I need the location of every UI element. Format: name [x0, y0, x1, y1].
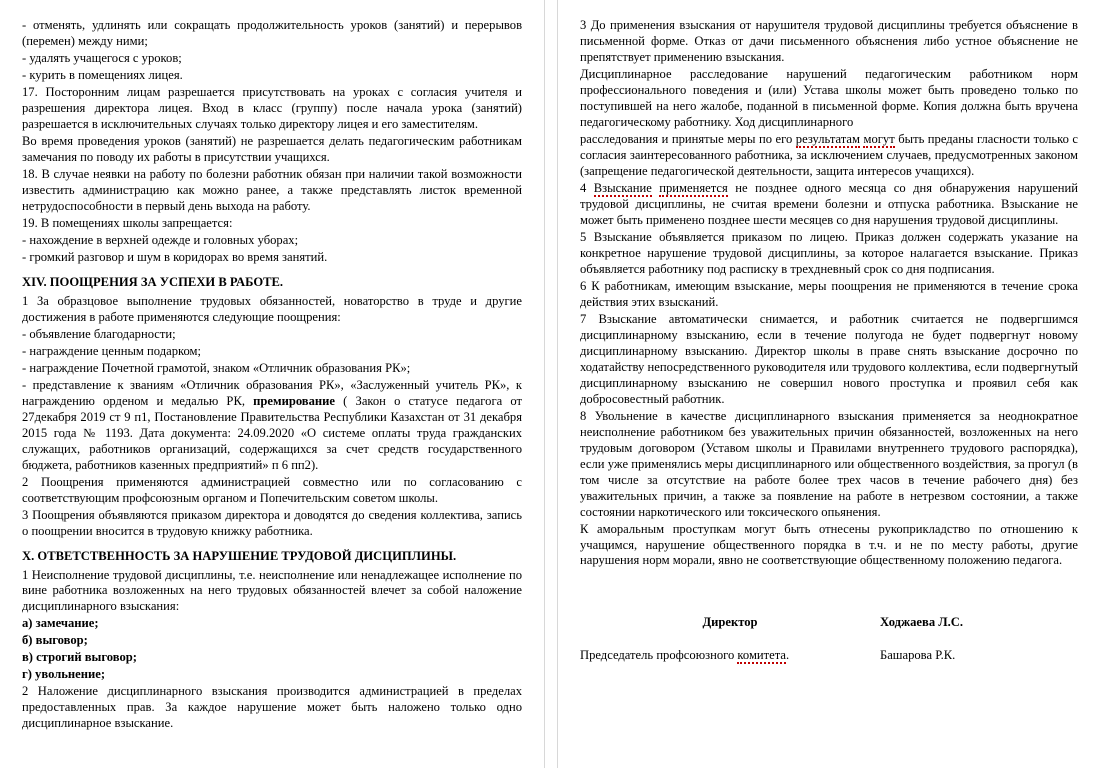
paragraph: 1 За образцовое выполнение трудовых обязанностей, новаторство в труде и другие достижения в работе применяются следующие поощрения:: [22, 293, 523, 324]
right-column: [558, 0, 1100, 768]
paragraph: - громкий разговор и шум в коридорах во время занятий.: [22, 249, 328, 264]
list-item: а) замечание;: [22, 616, 99, 631]
director-name: Ходжаева Л.С.: [879, 615, 964, 630]
paragraph: - награждение Почетной грамотой, знаком «Отличник образования РК»;: [22, 360, 411, 375]
paragraph: 1 Неисполнение трудовой дисциплины, т.е. неисполнение или ненадлежащее исполнение по вине работника возложенных на него трудовых обязанностей влечет за собой наложение дисциплинарного взыскания:: [22, 567, 523, 614]
text-fragment: Председатель профсоюзного: [579, 648, 738, 663]
paragraph: - награждение ценным подарком;: [22, 343, 201, 358]
text-fragment: расследования и принятые меры по его: [579, 131, 796, 146]
text-fragment: - представление к званиям «Отличник образования РК», «Заслуженный учитель РК», к награждению орденом и медалью РК,: [22, 377, 523, 408]
spellcheck-word: могут: [863, 131, 895, 146]
signature-row-director: [580, 615, 1078, 630]
paragraph: Во время проведения уроков (занятий) не разрешается делать педагогическим работникам замечания по поводу их работы в присутствии учащихся.: [22, 133, 523, 164]
section-heading-rewards: XIV. ПООЩРЕНИЯ ЗА УСПЕХИ В РАБОТЕ.: [22, 274, 284, 289]
signature-row-union: [580, 648, 1078, 663]
paragraph: 7 Взыскание автоматически снимается, и работник считается не подвергшимся дисциплинарному взысканию, если в течение полугода не будет подвергнут новому дисциплинарному взысканию. Директор школы в праве снять взыскание досрочно по ходатайству непосредственного руководителя или трудового коллектива, если подвергнутый дисциплинарному взысканию не совершил нового проступка и проявил себя как добросовестный работник.: [579, 311, 1078, 406]
paragraph-with-bold: [22, 378, 522, 474]
paragraph: 3 Поощрения объявляются приказом директора и доводятся до сведения коллектива, запись о поощрении вносится в трудовую книжку работника.: [22, 507, 523, 538]
text-fragment: не позднее одного месяца со дня обнаружения нарушений трудовой дисциплины, не считая времени болезни и отпуска работника. Взыскание не может быть применено позднее шести месяцев со дня нарушения трудовой дисциплины.: [579, 180, 1078, 227]
text-fragment: 4: [579, 180, 594, 195]
paragraph: - удалять учащегося с уроков;: [22, 50, 182, 65]
bold-term: премирование: [253, 393, 336, 408]
text-fragment: .: [786, 648, 790, 663]
signature-block: [580, 615, 1078, 663]
paragraph: 8 Увольнение в качестве дисциплинарного взыскания применяется за неоднократное неисполнение работником без уважительных причин обязанностей, возложенных на него трудовым договором (Уставом школы и Правилами внутреннего трудового распорядка), если уже применялись меры дисциплинарного или общественного воздействия, за прогул (в том числе за отсутствие на работе более трех часов в течение рабочего дня) без уважительных причин, а также за появление на работе в нетрезвом состоянии, а также состоянии наркотического или токсического опьянения.: [579, 408, 1078, 519]
union-chair-title: [580, 648, 880, 663]
paragraph: К аморальным проступкам могут быть отнесены рукоприкладство по отношению к учащимся, нарушение общественного порядка в т.ч. и не по месту работы, другие нарушения норм морали, явно не соответствующие общественному положению педагога.: [579, 521, 1078, 568]
paragraph: 2 Наложение дисциплинарного взыскания производится администрацией в пределах предоставленных прав. За каждое нарушение может быть наложено только одно дисциплинарное взыскание.: [22, 684, 523, 731]
spellcheck-word: результатам: [795, 131, 860, 146]
spellcheck-word: применяется: [659, 180, 728, 195]
spellcheck-word: Взыскание: [593, 180, 652, 195]
paragraph: - объявление благодарности;: [22, 326, 176, 341]
paragraph-with-spellcheck: [580, 132, 1078, 180]
paragraph: 18. В случае неявки на работу по болезни работник обязан при наличии такой возможности известить администрацию как можно ранее, а также представлять листок временной нетрудоспособности в первый день выхода на работу.: [22, 166, 523, 213]
paragraph-with-spellcheck: [580, 181, 1078, 229]
section-heading-responsibility: X. ОТВЕТСТВЕННОСТЬ ЗА НАРУШЕНИЕ ТРУДОВОЙ ДИСЦИПЛИНЫ.: [22, 548, 457, 563]
list-item: г) увольнение;: [22, 667, 106, 682]
left-column: [0, 0, 544, 768]
spellcheck-word: комитета: [737, 648, 787, 663]
paragraph: 2 Поощрения применяются администрацией совместно или по согласованию с соответствующим профсоюзным органом и Попечительским советом школы.: [22, 474, 523, 505]
list-item: б) выговор;: [22, 633, 88, 648]
paragraph: - нахождение в верхней одежде и головных уборах;: [22, 232, 299, 247]
paragraph: 5 Взыскание объявляется приказом по лицею. Приказ должен содержать указание на конкретное нарушение трудовой дисциплины, за которое налагается взыскание. Приказ объявляется работнику под расписку в трехдневный срок со дня подписания.: [579, 229, 1078, 276]
page-divider: [544, 0, 558, 768]
union-chair-name: Башарова Р.К.: [879, 648, 956, 663]
paragraph: 17. Посторонним лицам разрешается присутствовать на уроках с согласия учителя и разрешения директора лицея. Вход в класс (группу) после начала урока (занятий) разрешается в исключительных случаях только директору лицея и его заместителям.: [22, 84, 523, 131]
paragraph: - отменять, удлинять или сокращать продолжительность уроков (занятий) и перерывов (перемен) между ними;: [22, 18, 523, 48]
list-item: в) строгий выговор;: [22, 650, 137, 665]
paragraph: 3 До применения взыскания от нарушителя трудовой дисциплины требуется объяснение в письменной форме. Отказ от дачи письменного объяснения либо устное объяснение не препятствует применению взыскания.: [579, 18, 1078, 64]
director-title: Директор: [702, 615, 758, 630]
text-fragment: быть преданы гласности только с согласия заинтересованного работника, за исключением случаев, предусмотренных законом (запрещение педагогической деятельности, защита интересов учащихся).: [579, 131, 1078, 178]
paragraph: 19. В помещениях школы запрещается:: [22, 215, 233, 230]
text-fragment: ( Закон о статусе педагога от 27декабря 2019 ст 9 п1, Постановление Правительства Республики Казахстан от 31 декабря 2015 года № 1193. Дата документа: 24.09.2020 «О системе оплаты труда гражданских служащих, работников организаций, содержащихся за счет средств государственного бюджета, работников казенных предприятий» п 6 пп2).: [22, 393, 523, 472]
paragraph: Дисциплинарное расследование нарушений педагогическим работником норм профессионального поведения и (или) Устава школы может быть проведено только по поступившей на него жалобе, поданной в письменной форме. Копия должна быть вручена педагогическому работнику. Ход дисциплинарного: [579, 66, 1078, 129]
paragraph: 6 К работникам, имеющим взыскание, меры поощрения не применяются в течение срока действия этих взысканий.: [579, 278, 1078, 309]
paragraph: - курить в помещениях лицея.: [22, 67, 183, 82]
